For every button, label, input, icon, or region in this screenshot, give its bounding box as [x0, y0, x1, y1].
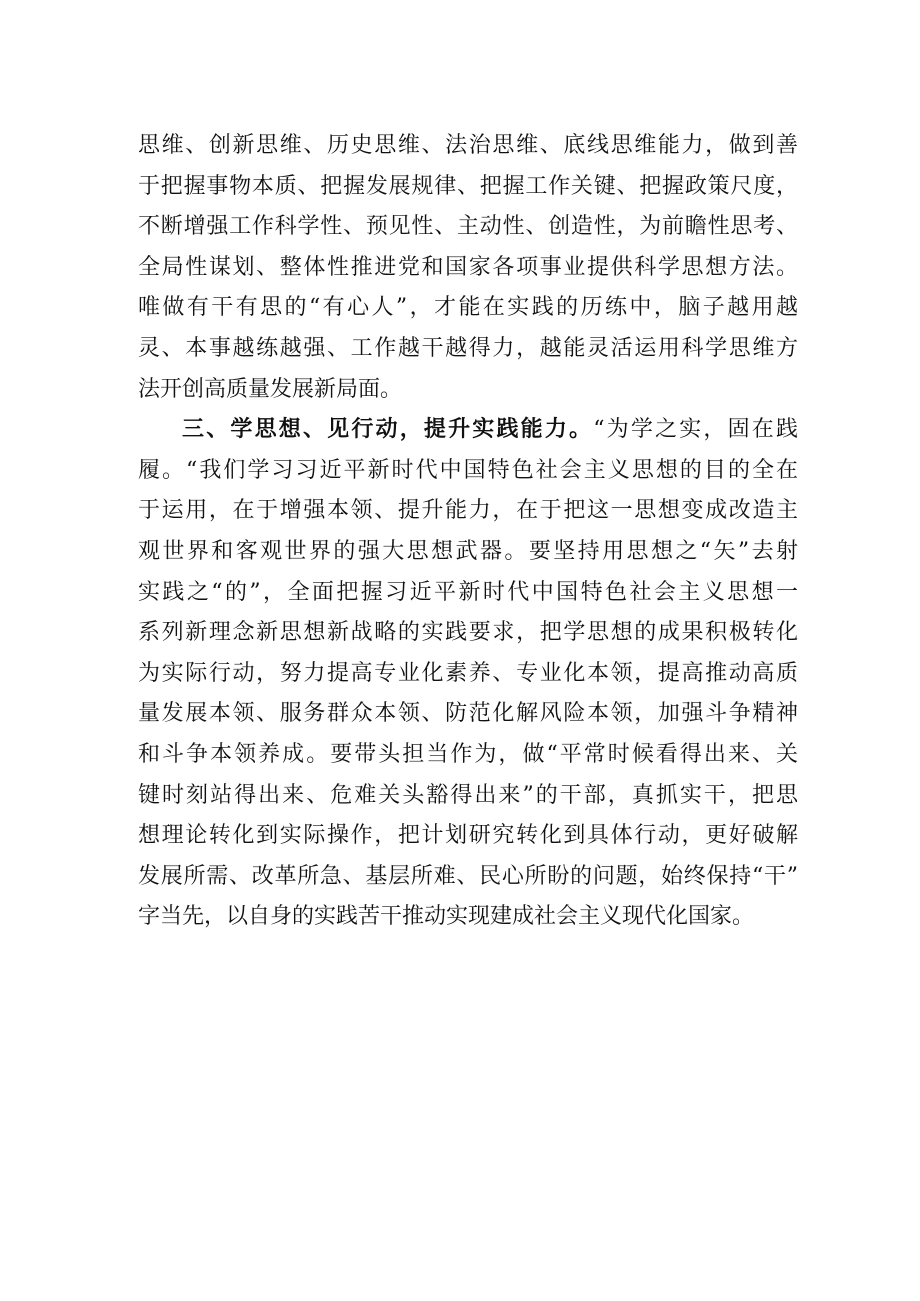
paragraph-2	[138, 410, 798, 938]
paragraph-line: 键时刻站得出来、危难关头豁得出来”的干部，真抓实干，把思	[138, 782, 798, 808]
paragraph-line: 唯做有干有思的“有心人”，才能在实践的历练中，脑子越用越	[138, 295, 798, 321]
paragraph-first-line	[138, 410, 798, 451]
paragraph-line: 和斗争本领养成。要带头担当作为，做“平常时候看得出来、关	[138, 741, 798, 767]
paragraph-line: 量发展本领、服务群众本领、防范化解风险本领，加强斗争精神	[138, 701, 798, 727]
paragraph-line: 履。“我们学习习近平新时代中国特色社会主义思想的目的全在	[138, 457, 798, 483]
paragraph-line: 观世界和客观世界的强大思想武器。要坚持用思想之“矢”去射	[138, 538, 798, 564]
paragraph-line: 不断增强工作科学性、预见性、主动性、创造性，为前瞻性思考、	[138, 214, 798, 240]
paragraph-line-rest: “为学之实，固在践	[593, 417, 798, 443]
paragraph-line: 法开创高质量发展新局面。	[138, 376, 403, 402]
paragraph-1	[138, 126, 798, 410]
paragraph-line: 实践之“的”，全面把握习近平新时代中国特色社会主义思想一	[138, 579, 798, 605]
paragraph-line: 发展所需、改革所急、基层所难、民心所盼的问题，始终保持“干”	[138, 863, 798, 889]
paragraph-line: 全局性谋划、整体性推进党和国家各项事业提供科学思想方法。	[138, 254, 798, 280]
paragraph-line: 为实际行动，努力提高专业化素养、专业化本领，提高推动高质	[138, 660, 798, 686]
paragraph-line: 思维、创新思维、历史思维、法治思维、底线思维能力，做到善	[138, 133, 798, 158]
paragraph-line: 于运用，在于增强本领、提升能力，在于把这一思想变成改造主	[138, 498, 798, 524]
section-heading: 三、学思想、见行动，提升实践能力。	[182, 417, 594, 443]
paragraph-line: 想理论转化到实际操作，把计划研究转化到具体行动，更好破解	[138, 823, 798, 849]
paragraph-line: 字当先，以自身的实践苦干推动实现建成社会主义现代化国家。	[138, 904, 755, 930]
paragraph-line: 系列新理念新思想新战略的实践要求，把学思想的成果积极转化	[138, 620, 798, 646]
paragraph-line: 于把握事物本质、把握发展规律、把握工作关键、把握政策尺度，	[138, 173, 798, 199]
paragraph-line: 灵、本事越练越强、工作越干越得力，越能灵活运用科学思维方	[138, 335, 798, 361]
document-body	[138, 126, 798, 938]
